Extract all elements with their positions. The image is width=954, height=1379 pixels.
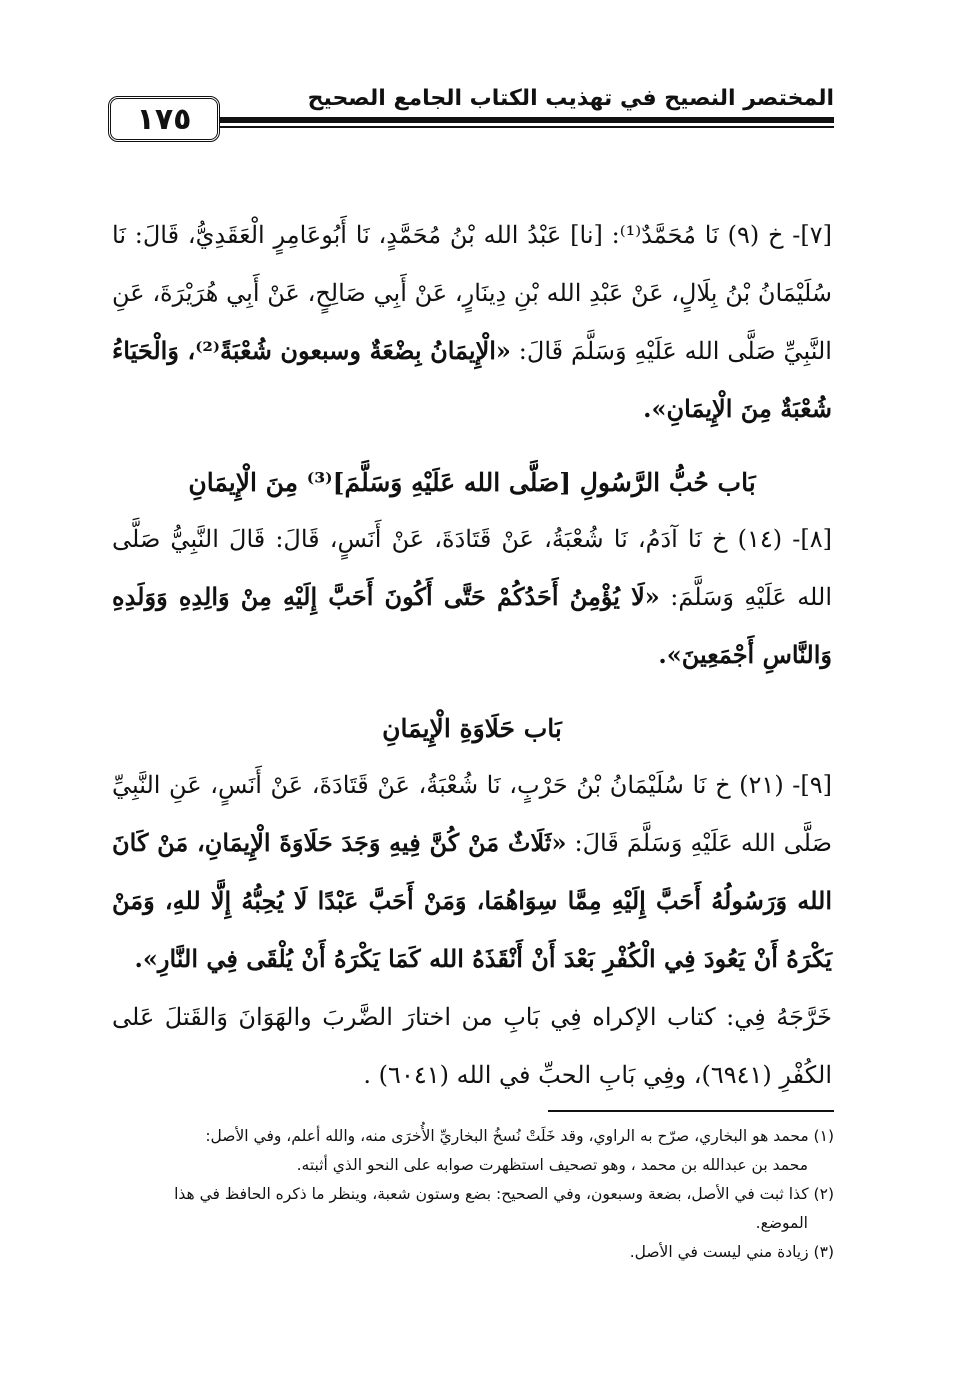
footnote-2-continuation: الموضع. xyxy=(755,1214,808,1232)
hadith-matn: «لَا يُؤْمِنُ أَحَدُكُمْ حَتَّى أَكُونَ أَحَبَّ إِلَيْهِ مِنْ وَالِدِهِ وَوَلَدِهِ وَالنَّاسِ أَجْمَعِينَ». xyxy=(112,582,832,669)
hadith-9 xyxy=(112,756,832,988)
footnote-1: (١) محمد هو البخاري، صرّح به الراوي، وقد خَلَتْ نُسخُ البخاريِّ الأُخرَى منه، والله أعلم، وفي الأصل: xyxy=(205,1127,834,1145)
footnote-2: (٢) كذا ثبت في الأصل، بضعة وسبعون، وفي الصحيح: بضع وستون شعبة، وينظر ما ذكره الحافظ في هذا xyxy=(174,1185,834,1203)
header-rule xyxy=(220,117,834,123)
takhrij-note: خَرَّجَهُ فِي: كتاب الإكراه فِي بَابِ من اختارَ الضَّربَ والهَوَانَ وَالقَتلَ عَلى الكُفْرِ (٦٩٤١)، وفِي بَابِ الحبِّ في الله (٦٠٤١) . xyxy=(112,1003,832,1089)
chapter-heading: بَاب حَلَاوَةِ الْإِيمَانِ xyxy=(382,714,562,743)
hadith-matn: «ثَلَاثٌ مَنْ كُنَّ فِيهِ وَجَدَ حَلَاوَةَ الْإِيمَانِ، مَنْ كَانَ الله وَرَسُولُهُ أَحَبَّ إِلَيْهِ مِمَّا سِوَاهُمَا، وَمَنْ أَحَبَّ عَبْدًا لَا يُحِبُّهُ إِلَّا للهِ، وَمَنْ يَكْرَهُ أَنْ يَعُودَ فِي الْكُفْرِ بَعْدَ أَنْ أَنْقَذَهُ الله كَمَا يَكْرَهُ أَنْ يُلْقَى فِي النَّارِ». xyxy=(112,828,832,973)
footnotes xyxy=(108,1122,834,1267)
isnad-text: [٧]- خ (٩) نَا مُحَمَّدٌ⁽¹⁾: [نا] عَبْدُ الله بْنُ مُحَمَّدٍ، نَا أَبُوعَامِرٍ الْعَقَدِيُّ، قَالَ: نَا سُلَيْمَانُ بْنُ بِلَالٍ، عَنْ عَبْدِ الله بْنِ دِينَارٍ، عَنْ أَبِي صَالِحٍ، عَنْ أَبِي هُرَيْرَةَ، عَنِ النَّبِيِّ صَلَّى الله عَلَيْهِ وَسَلَّمَ قَالَ: xyxy=(112,221,832,365)
main-text xyxy=(112,206,832,1104)
chapter-heading: بَاب حُبُّ الرَّسُولِ [صَلَّى الله عَلَيْهِ وَسَلَّمَ]⁽³⁾ مِنَ الْإِيمَانِ xyxy=(188,468,756,497)
isnad-text: [٩]- (٢١) خ نَا سُلَيْمَانُ بْنُ حَرْبٍ، نَا شُعْبَةُ، عَنْ قَتَادَةَ، عَنْ أَنَسٍ، عَنِ النَّبِيِّ صَلَّى الله عَلَيْهِ وَسَلَّمَ قَالَ: xyxy=(112,771,833,857)
hadith-matn: «الْإِيمَانُ بِضْعَةٌ وسبعون شُعْبَةً⁽²⁾، وَالْحَيَاءُ شُعْبَةٌ مِنَ الْإِيمَانِ». xyxy=(112,336,832,423)
isnad-text: [٨]- (١٤) خ نَا آدَمُ، نَا شُعْبَةُ، عَنْ قَتَادَةَ، عَنْ أَنَسٍ، قَالَ: قَالَ النَّبِيُّ صَلَّى الله عَلَيْهِ وَسَلَّمَ: xyxy=(112,525,832,611)
footnote-3: (٣) زيادة مني ليست في الأصل. xyxy=(629,1243,834,1261)
footnote-separator xyxy=(548,1110,834,1112)
header-rule-thin xyxy=(220,126,834,128)
hadith-7 xyxy=(112,206,832,438)
page-header xyxy=(108,86,834,156)
running-title: المختصر النصيح في تهذيب الكتاب الجامع الصحيح xyxy=(307,86,834,111)
hadith-8 xyxy=(112,510,832,684)
footnote-1-continuation: محمد بن عبدالله بن محمد ، وهو تصحيف استظهرت صوابه على النحو الذي أثبته. xyxy=(296,1156,808,1174)
page-number: ١٧٥ xyxy=(108,96,220,142)
